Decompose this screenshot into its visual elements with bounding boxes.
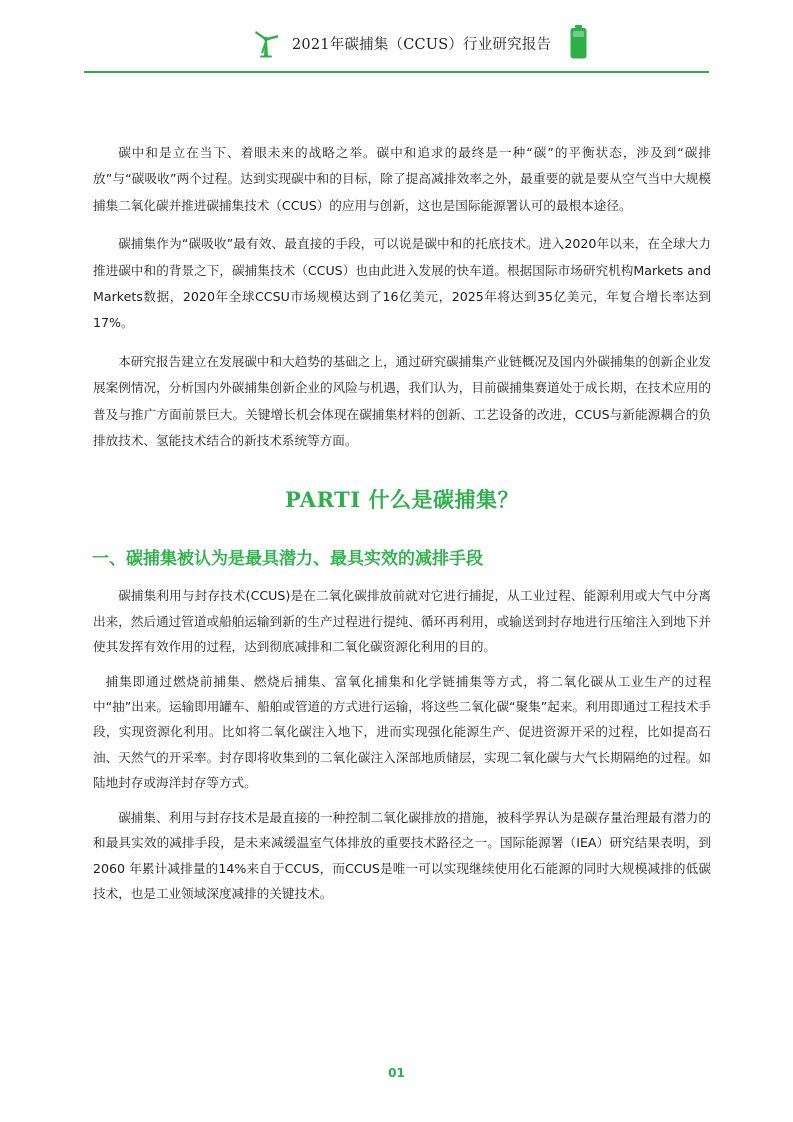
intro-paragraph-1: 碳中和是立在当下、着眼未来的战略之举。碳中和追求的最终是一种“碳”的平衡状态，涉及到“碳排放”与“碳吸收”两个过程。达到实现碳中和的目标，除了提高减排效率之外，最重要的就是要从空气当中大规模捕集二氧化碳并推进碳捕集技术（CCUS）的应用与创新，这也是国际能源署认可的最根本途径。 xyxy=(93,145,711,213)
intro-paragraph-3: 本研究报告建立在发展碳中和大趋势的基础之上，通过研究碳捕集产业链概况及国内外碳捕集的创新企业发展案例情况，分析国内外碳捕集创新企业的风险与机遇，我们认为，目前碳捕集赛道处于成长期，在技术应用的普及与推广方面前景巨大。关键增长机会体现在碳捕集材料的创新、工艺设备的改进，CCUS与新能源耦合的负排放技术、氢能技术结合的新技术系统等方面。 xyxy=(93,353,711,449)
battery-icon xyxy=(570,25,587,59)
report-title: 2021年碳捕集（CCUS）行业研究报告 xyxy=(292,37,552,53)
section-heading: 一、碳捕集被认为是最具潜力、最具实效的减排手段 xyxy=(92,549,483,570)
page-content xyxy=(93,140,711,916)
page-number: 01 xyxy=(388,1066,405,1080)
wind-turbine-icon xyxy=(252,26,280,58)
header-divider xyxy=(84,71,709,73)
intro-paragraph-2: 碳捕集作为“碳吸收”最有效、最直接的手段，可以说是碳中和的托底技术。进入2020年以来，在全球大力推进碳中和的背景之下，碳捕集技术（CCUS）也由此进入发展的快车道。根据国际市场研究机构Markets and Markets数据，2020年全球CCSU市场规模达到了16亿美元，2025年将达到35亿美元，年复合增长率达到17%。 xyxy=(93,236,711,331)
part-title: PARTⅠ 什么是碳捕集？ xyxy=(285,487,519,513)
page-header xyxy=(84,22,709,72)
section-paragraph-1: 碳捕集利用与封存技术(CCUS)是在二氧化碳排放前就对它进行捕捉，从工业过程、能源利用或大气中分离出来，然后通过管道或船舶运输到新的生产过程进行提纯、循环再利用，或输送到封存地进行压缩注入到地下并使其发挥有效作用的过程，达到彻底减排和二氧化碳资源化利用的目的。 xyxy=(93,588,711,654)
section-paragraph-2: 捕集即通过燃烧前捕集、燃烧后捕集、富氧化捕集和化学链捕集等方式，将二氧化碳从工业生产的过程中“抽”出来。运输即用罐车、船舶或管道的方式进行运输，将这些二氧化碳“聚集”起来。利用即通过工程技术手段，实现资源化利用。比如将二氧化碳注入地下，进而实现强化能源生产、促进资源开采的过程，比如提高石油、天然气的开采率。封存即将收集到的二氧化碳注入深部地质储层，实现二氧化碳与大气长期隔绝的过程。如陆地封存或海洋封存等方式。 xyxy=(93,674,712,790)
section-paragraph-3: 碳捕集、利用与封存技术是最直接的一种控制二氧化碳排放的措施，被科学界认为是碳存量治理最有潜力的和最具实效的减排手段，是未来减缓温室气体排放的重要技术路径之一。国际能源署（IEA）研究结果表明，到2060 年累计减排量的14%来自于CCUS，而CCUS是唯一可以实现继续使用化石能源的同时大规模减排的低碳技术，也是工业领域深度减排的关键技术。 xyxy=(93,810,711,901)
